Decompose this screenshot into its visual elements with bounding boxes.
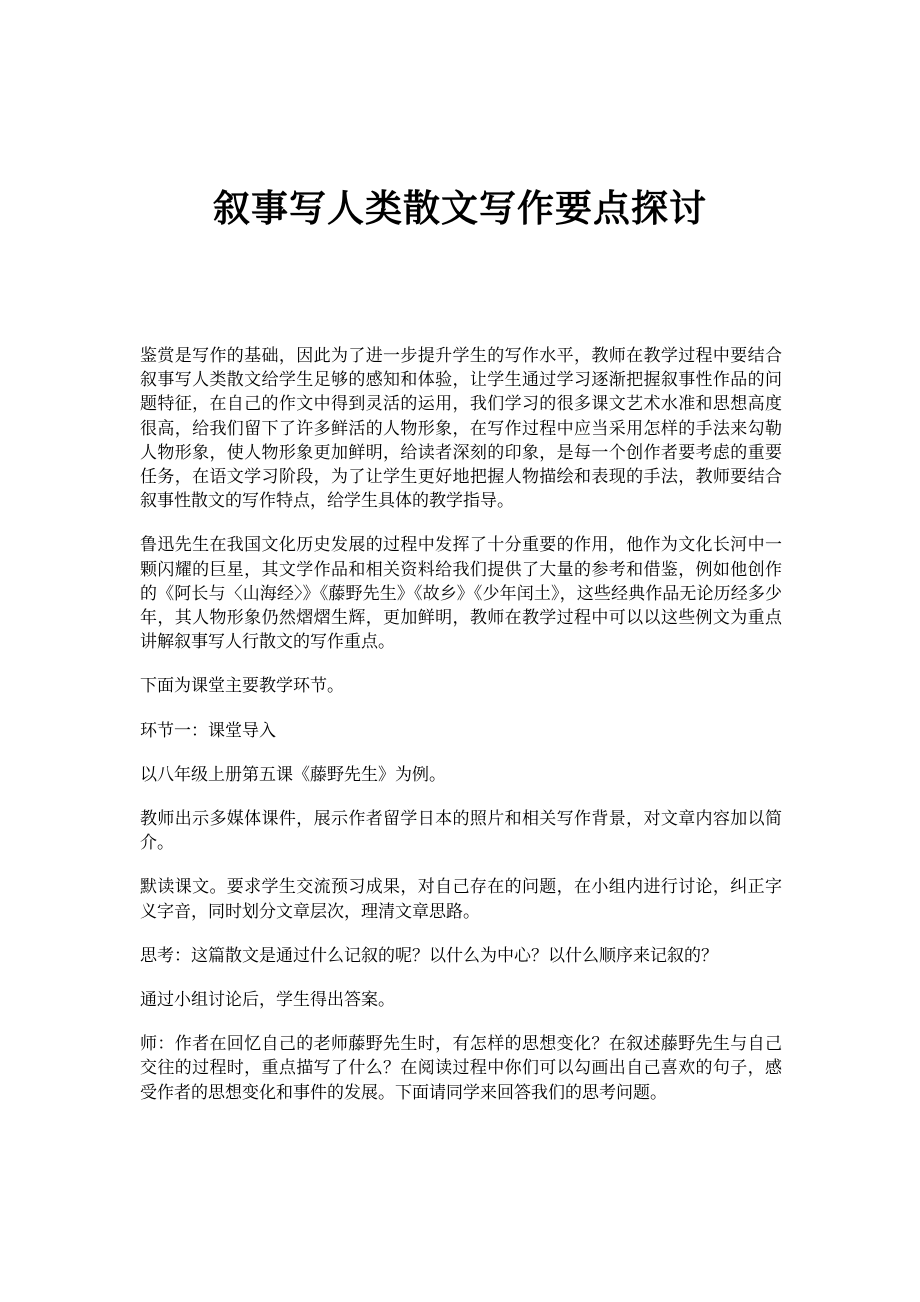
paragraph-lu-xun: 鲁迅先生在我国文化历史发展的过程中发挥了十分重要的作用，他作为文化长河中一颗闪耀的巨星，其文学作品和相关资料给我们提供了大量的参考和借鉴，例如他创作的《阿长与〈山海经〉》《藤野先生》《故乡》《少年闰土》，这些经典作品无论历经多少年，其人物形象仍然熠熠生辉，更加鲜明，教师在教学过程中可以以这些例文为重点讲解叙事写人行散文的写作重点。	[140, 535, 782, 653]
paragraph-step-one: 环节一：课堂导入	[140, 720, 276, 741]
document-body	[140, 344, 782, 1125]
paragraph-teacher: 师：作者在回忆自己的老师藤野先生时，有怎样的思想变化？在叙述藤野先生与自己交往的过程时，重点描写了什么？在阅读过程中你们可以勾画出自己喜欢的句子，感受作者的思想变化和事件的发展。下面请同学来回答我们的思考问题。	[140, 1034, 782, 1103]
paragraph-example: 以八年级上册第五课《藤野先生》为例。	[140, 764, 446, 785]
paragraph-multimedia: 教师出示多媒体课件，展示作者留学日本的照片和相关写作背景，对文章内容加以简介。	[140, 809, 782, 854]
paragraph-group-discussion: 通过小组讨论后，学生得出答案。	[140, 990, 395, 1011]
paragraph-intro: 鉴赏是写作的基础，因此为了进一步提升学生的写作水平，教师在教学过程中要结合叙事写人类散文给学生足够的感知和体验，让学生通过学习逐渐把握叙事性作品的问题特征，在自己的作文中得到灵活的运用，我们学习的很多课文艺术水准和思想高度很高，给我们留下了许多鲜活的人物形象，在写作过程中应当采用怎样的手法来勾勒人物形象，使人物形象更加鲜明，给读者深刻的印象，是每一个创作者要考虑的重要任务，在语文学习阶段，为了让学生更好地把握人物描绘和表现的手法，教师要结合叙事性散文的写作特点，给学生具体的教学指导。	[140, 346, 782, 512]
paragraph-silent-reading: 默读课文。要求学生交流预习成果，对自己存在的问题，在小组内进行讨论，纠正字义字音，同时划分文章层次，理清文章思路。	[140, 877, 782, 922]
paragraph-thinking: 思考：这篇散文是通过什么记叙的呢？以什么为中心？以什么顺序来记叙的？	[140, 945, 718, 966]
paragraph-class-steps: 下面为课堂主要教学环节。	[140, 676, 344, 697]
document-title: 叙事写人类散文写作要点探讨	[213, 186, 707, 230]
